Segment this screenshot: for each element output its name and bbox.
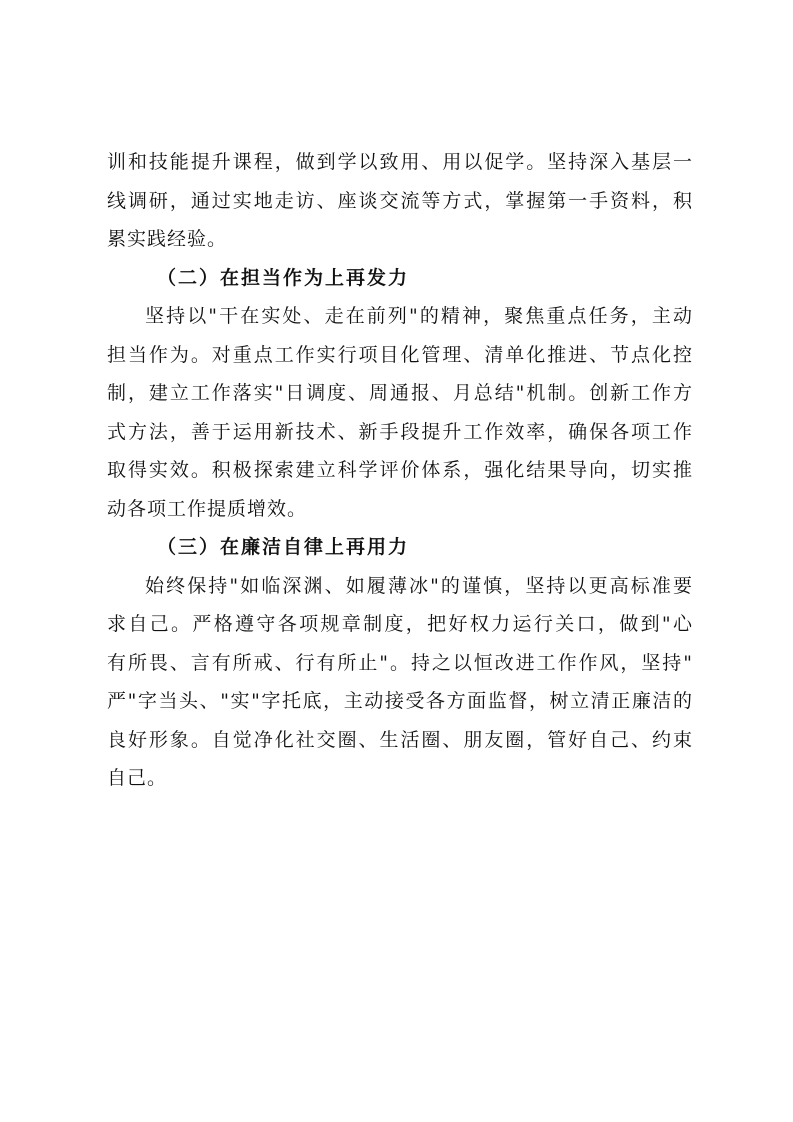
- text-line: 取得实效。积极探索建立科学评价体系，强化结果导向，切实推: [107, 459, 693, 481]
- document-body: [107, 143, 693, 798]
- text-line: 求自己。严格遵守各项规章制度，把好权力运行关口，做到"心: [107, 613, 693, 635]
- paragraph-training: [107, 143, 693, 259]
- text-line: 线调研，通过实地走访、座谈交流等方式，掌握第一手资料，积: [107, 189, 693, 212]
- text-line: 训和技能提升课程，做到学以致用、用以促学。坚持深入基层一: [107, 151, 693, 173]
- section-heading-3: （三）在廉洁自律上再用力: [157, 536, 410, 558]
- text-line: 有所畏、言有所戒、行有所止"。持之以恒改进工作作风，坚持": [107, 651, 693, 674]
- text-line: 制，建立工作落实"日调度、周通报、月总结"机制。创新工作方: [107, 382, 693, 404]
- text-line: 良好形象。自觉净化社交圈、生活圈、朋友圈，管好自己、约束: [107, 728, 693, 751]
- text-line: 式方法，善于运用新技术、新手段提升工作效率，确保各项工作: [107, 420, 693, 443]
- text-line: 始终保持"如临深渊、如履薄冰"的谨慎，坚持以更高标准要: [145, 574, 693, 597]
- paragraph-responsibility: [107, 297, 693, 528]
- text-line: 动各项工作提质增效。: [107, 497, 308, 520]
- section-heading-2: （二）在担当作为上再发力: [157, 266, 410, 289]
- text-line: 自己。: [107, 767, 168, 789]
- text-line: 坚持以"干在实处、走在前列"的精神，聚焦重点任务，主动: [145, 305, 693, 327]
- text-line: 严"字当头、"实"字托底，主动接受各方面监督，树立清正廉洁的: [107, 690, 693, 712]
- text-line: 累实践经验。: [107, 228, 228, 250]
- text-line: 担当作为。对重点工作实行项目化管理、清单化推进、节点化控: [107, 343, 693, 366]
- paragraph-integrity: [107, 567, 693, 798]
